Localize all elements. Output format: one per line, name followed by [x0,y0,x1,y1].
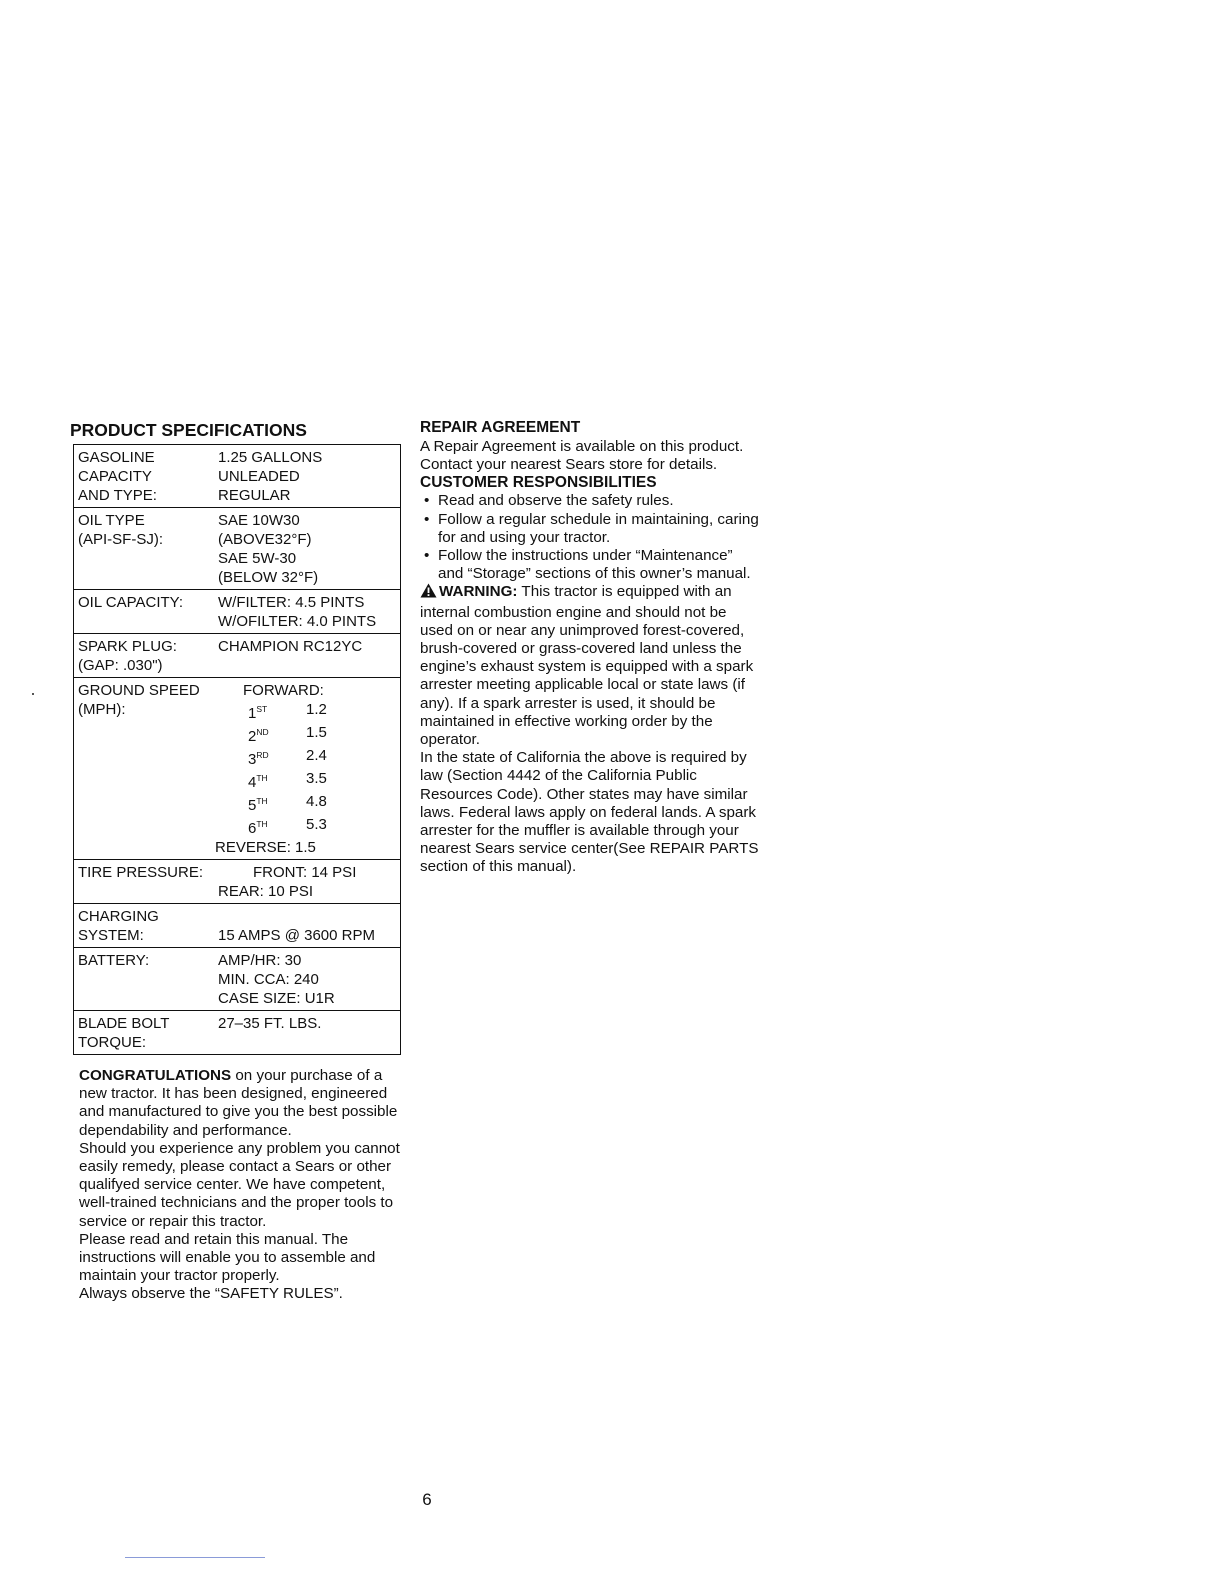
spec-value: 27–35 FT. LBS. [218,1015,322,1032]
gear-suffix: TH [256,773,268,783]
gear-speed: 3.5 [306,770,327,787]
spec-value: CHAMPION RC12YC [218,638,363,655]
spec-row-ground-speed [74,678,400,860]
congrats-lead: CONGRATULATIONS [79,1067,232,1084]
gear-suffix: TH [256,819,268,829]
gear-label [243,769,306,792]
spec-row-gasoline [74,445,400,508]
gear-number: 4 [248,774,257,791]
spec-label: TIRE PRESSURE: [78,864,204,881]
gear-speed: 5.3 [306,816,327,833]
congrats-rest: on your purchase of a new tractor. It has been designed, engineered and manufactured to give you the best possible dependability and performance. [79,1067,398,1139]
warning-paragraph [420,583,760,749]
gear-speed-row [243,700,327,723]
gear-speed-row [243,769,327,792]
list-item: • Follow the instructions under “Maintenance” and “Storage” sections of this owner’s manual. [420,547,760,583]
california-paragraph: In the state of California the above is required by law (Section 4442 of the California Public Resources Code). Other states may have similar laws. Federal laws apply on federal lands. A spark arrester for the muffler is available through your nearest Sears service center(See REPAIR PARTS section of this manual). [420,749,759,876]
spec-value: W/FILTER: 4.5 PINTS W/OFILTER: 4.0 PINTS [218,594,377,630]
reverse-speed: REVERSE: 1.5 [215,839,316,856]
gear-label [243,700,306,723]
gear-list [243,700,327,838]
list-item: • Follow a regular schedule in maintaining, caring for and using your tractor. [420,511,760,547]
spec-row-battery [74,948,400,1011]
page-number: 6 [422,1490,432,1509]
spec-row-charging-system [74,904,400,948]
spec-label: OIL TYPE (API-SF-SJ): [78,512,163,548]
gear-number: 5 [248,797,257,814]
spec-value: AMP/HR: 30 MIN. CCA: 240 CASE SIZE: U1R [218,952,335,1007]
warning-triangle-icon [420,583,437,603]
list-item: • Read and observe the safety rules. [420,492,760,510]
service-paragraph: Should you experience any problem you cannot easily remedy, please contact a Sears or other qualifyed service center. We have competent, well-trained technicians and the proper tools to service or repair this tractor. [79,1139,400,1230]
bottom-rule [125,1557,265,1558]
gear-suffix: ST [256,704,268,714]
gear-number: 6 [248,820,257,837]
congrats-paragraph [79,1067,409,1140]
repair-agreement-heading: REPAIR AGREEMENT [420,419,581,436]
gear-label [243,792,306,815]
congratulations-text [79,1067,409,1304]
spec-label: BATTERY: [78,952,150,969]
spec-label: GASOLINE CAPACITY AND TYPE: [78,449,157,504]
spec-value: 1.25 GALLONS UNLEADED REGULAR [218,449,323,504]
gear-speed-row [243,815,327,838]
tire-rear: REAR: 10 PSI [218,883,314,900]
spec-label: CHARGING SYSTEM: [78,908,159,944]
gear-speed: 1.2 [306,701,327,718]
product-specifications-heading: PRODUCT SPECIFICATIONS [70,420,307,440]
spec-label: OIL CAPACITY: [78,594,184,611]
left-column [70,420,415,1304]
warning-label: WARNING: [439,583,518,601]
spec-row-oil-capacity [74,590,400,634]
gear-speed-row [243,792,327,815]
spec-row-spark-plug [74,634,400,678]
gear-label [243,746,306,769]
spec-label: GROUND SPEED (MPH): [78,682,200,718]
spec-row-blade-bolt [74,1011,400,1054]
gear-number: 3 [248,751,257,768]
specifications-table [73,444,401,1055]
right-column [420,419,760,877]
customer-responsibilities-heading: CUSTOMER RESPONSIBILITIES [420,473,657,491]
gear-suffix: RD [256,750,269,760]
gear-speed: 2.4 [306,747,327,764]
spec-label: SPARK PLUG: (GAP: .030") [78,638,177,674]
scan-speck [32,693,34,695]
gear-speed-row [243,746,327,769]
spec-value: 15 AMPS @ 3600 RPM [218,927,375,944]
spec-label: BLADE BOLT TORQUE: [78,1015,170,1051]
gear-speed-row [243,723,327,746]
forward-label: FORWARD: [243,682,324,699]
responsibilities-list [420,492,760,583]
gear-suffix: ND [256,727,269,737]
gear-speed: 1.5 [306,724,327,741]
gear-number: 2 [248,728,257,745]
gear-label [243,815,306,838]
spec-row-oil-type [74,508,400,590]
gear-speed: 4.8 [306,793,327,810]
manual-paragraph: Please read and retain this manual. The instructions will enable you to assemble and maintain your tractor properly. [79,1230,376,1285]
gear-suffix: TH [256,796,268,806]
tire-front: FRONT: 14 PSI [253,864,357,881]
spec-row-tire-pressure [74,860,400,904]
warning-text: This tractor is equipped with an internal combustion engine and should not be used on or near any unimproved forest-covered, brush-covered or grass-covered land unless the engine’s exhaust system is equipped with a spark arrester meeting applicable local or state laws (if any). If a spark arrester is used, it should be maintained in effective working order by the operator. [420,583,754,749]
ground-speed-values [215,681,327,857]
spec-value: SAE 10W30 (ABOVE32°F) SAE 5W-30 (BELOW 32°F) [218,512,319,586]
safety-paragraph: Always observe the “SAFETY RULES”. [79,1285,343,1303]
repair-agreement-text: A Repair Agreement is available on this product. Contact your nearest Sears store for details. [420,437,744,473]
gear-number: 1 [248,705,257,722]
gear-label [243,723,306,746]
